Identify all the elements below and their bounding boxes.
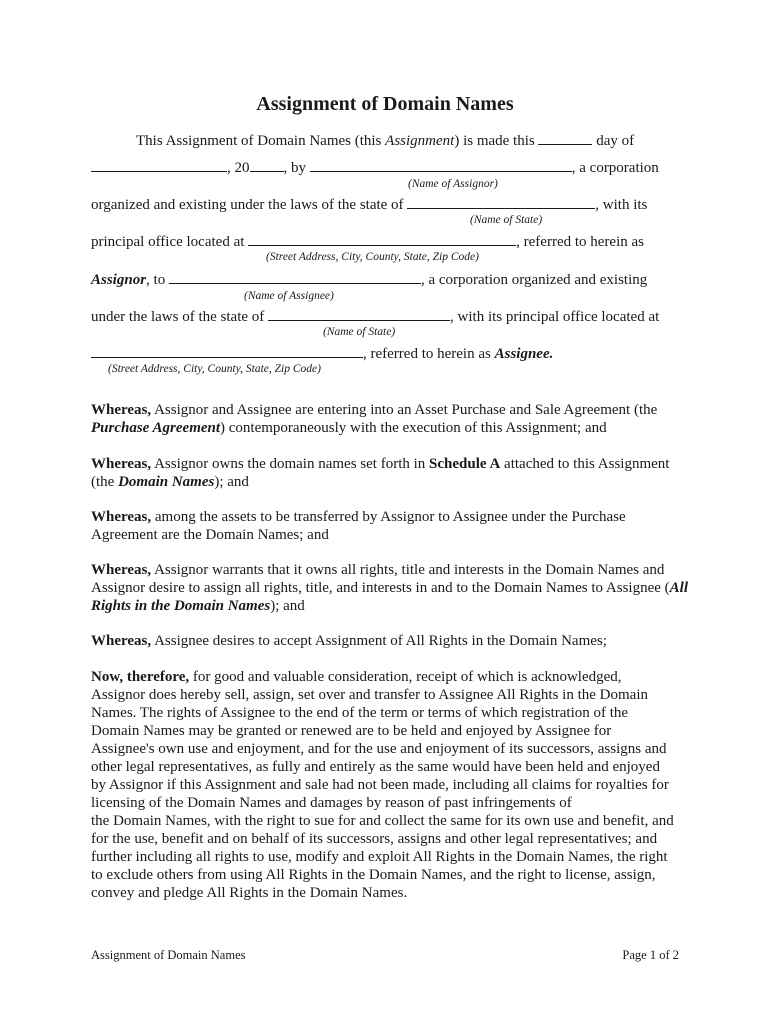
clause-line: to exclude others from using All Rights in the Domain Names, and the right to license, assign,: [91, 867, 656, 883]
recital-purchase-agreement: [91, 401, 691, 437]
month-blank-field[interactable]: [91, 158, 227, 172]
clause-line: convey and pledge All Rights in the Domain Names.: [91, 885, 408, 901]
recital-text: ); and: [214, 474, 249, 490]
intro-text: organized and existing under the laws of the state of: [91, 197, 408, 213]
intro-line-4: [91, 232, 644, 251]
intro-line-3: [91, 195, 647, 214]
assignor-address-caption: (Street Address, City, County, State, Zip Code): [266, 251, 479, 263]
intro-line-6: [91, 307, 659, 326]
clause-line: licensing of the Domain Names and damages by reason of past infringements of: [91, 795, 572, 811]
intro-line-5: [91, 270, 647, 289]
day-blank-field[interactable]: [538, 131, 592, 145]
recital-assets: [91, 508, 691, 544]
clause-line: for the use, benefit and on behalf of its successors, assigns and other legal representatives; and: [91, 831, 658, 847]
intro-text: , by: [283, 160, 310, 176]
whereas-lead: Whereas,: [91, 509, 152, 525]
intro-text: ) is made this: [454, 133, 539, 149]
intro-text: day of: [592, 133, 635, 149]
intro-text: , to: [146, 272, 169, 288]
assignor-name-field[interactable]: [310, 158, 572, 172]
clause-line: Assignee's own use and enjoyment, and for the use and enjoyment of its successors, assigns and: [91, 741, 667, 757]
assignor-name-caption: (Name of Assignor): [408, 178, 498, 190]
clause-line: other legal representatives, as fully and entirely as the same would have been held and enjoyed: [91, 759, 660, 775]
recital-acceptance: [91, 632, 691, 650]
intro-line-7: [91, 344, 553, 363]
assignee-address-caption: (Street Address, City, County, State, Zip Code): [108, 363, 321, 375]
intro-text: , with its principal office located at: [450, 309, 660, 325]
recital-text: Assignor and Assignee are entering into an Asset Purchase and Sale Agreement (the: [151, 402, 658, 418]
now-therefore-lead: Now, therefore,: [91, 669, 190, 685]
assignee-name-caption: (Name of Assignee): [244, 290, 334, 302]
footer-document-name: Assignment of Domain Names: [91, 948, 246, 962]
clause-line: [91, 668, 691, 686]
assignor-state-field[interactable]: [407, 195, 595, 209]
recital-text: Assignee desires to accept Assignment of All Rights in the Domain Names;: [151, 633, 607, 649]
recital-text: Assignor warrants that it owns all rights, title and interests in the Domain Names and Assignor desire to assign all rights, title, and interests in and to the Domain Names to Assignee (: [91, 562, 670, 596]
assignor-term: Assignor: [91, 272, 147, 288]
defined-term: Domain Names: [118, 474, 215, 490]
schedule-reference: Schedule A: [429, 456, 501, 472]
recital-text: Assignor owns the domain names set forth in: [151, 456, 430, 472]
clause-text: for good and valuable consideration, receipt of which is acknowledged,: [189, 669, 622, 685]
recital-text: among the assets to be transferred by Assignor to Assignee under the Purchase Agreement are the Domain Names; and: [91, 509, 626, 543]
clause-line: by Assignor if this Assignment and sale had not been made, including all claims for royalties for: [91, 777, 669, 793]
intro-text: under the laws of the state of: [91, 309, 269, 325]
whereas-lead: Whereas,: [91, 402, 152, 418]
intro-text: principal office located at: [91, 234, 249, 250]
clause-line: Names. The rights of Assignee to the end of the term or terms of which registration of the: [91, 705, 629, 721]
intro-text: , referred to herein as: [516, 234, 645, 250]
intro-text: , a corporation organized and existing: [420, 272, 648, 288]
whereas-lead: Whereas,: [91, 633, 152, 649]
assignee-state-field[interactable]: [268, 307, 450, 321]
year-blank-field[interactable]: [250, 158, 284, 172]
intro-text: , 20: [227, 160, 250, 176]
clause-line: Domain Names may be granted or renewed are to be held and enjoyed by Assignee for: [91, 723, 612, 739]
assignor-address-field[interactable]: [248, 232, 516, 246]
intro-text: , with its: [595, 197, 648, 213]
recital-domain-names: [91, 455, 691, 491]
recital-warranty: [91, 561, 691, 615]
intro-text: , referred to herein as: [363, 346, 495, 362]
defined-term: All Rights in the Domain Names: [91, 580, 689, 614]
intro-text: This Assignment of Domain Names (this: [136, 133, 386, 149]
assignee-state-caption: (Name of State): [323, 326, 396, 338]
whereas-lead: Whereas,: [91, 562, 152, 578]
defined-term: Purchase Agreement: [91, 420, 221, 436]
recital-text: attached to this Assignment (the: [91, 456, 670, 490]
intro-line-2: [91, 158, 659, 177]
assignee-address-field[interactable]: [91, 344, 363, 358]
assignee-name-field[interactable]: [169, 270, 421, 284]
intro-line-1: [136, 131, 634, 150]
footer-page-number: Page 1 of 2: [622, 948, 679, 962]
clause-line: Assignor does hereby sell, assign, set over and transfer to Assignee All Rights in the Domain: [91, 687, 648, 703]
clause-line: further including all rights to use, modify and exploit All Rights in the Domain Names, the right: [91, 849, 668, 865]
recital-text: ) contemporaneously with the execution of this Assignment; and: [220, 420, 607, 436]
assignor-state-caption: (Name of State): [470, 214, 543, 226]
clause-line: the Domain Names, with the right to sue for and collect the same for its own use and benefit, and: [91, 813, 674, 829]
recital-text: ); and: [270, 598, 305, 614]
intro-text: , a corporation: [571, 160, 659, 176]
document-title: Assignment of Domain Names: [256, 93, 514, 115]
assignment-term: Assignment: [385, 133, 455, 149]
operative-clause: [91, 668, 691, 902]
whereas-lead: Whereas,: [91, 456, 152, 472]
assignee-term: Assignee.: [494, 346, 554, 362]
